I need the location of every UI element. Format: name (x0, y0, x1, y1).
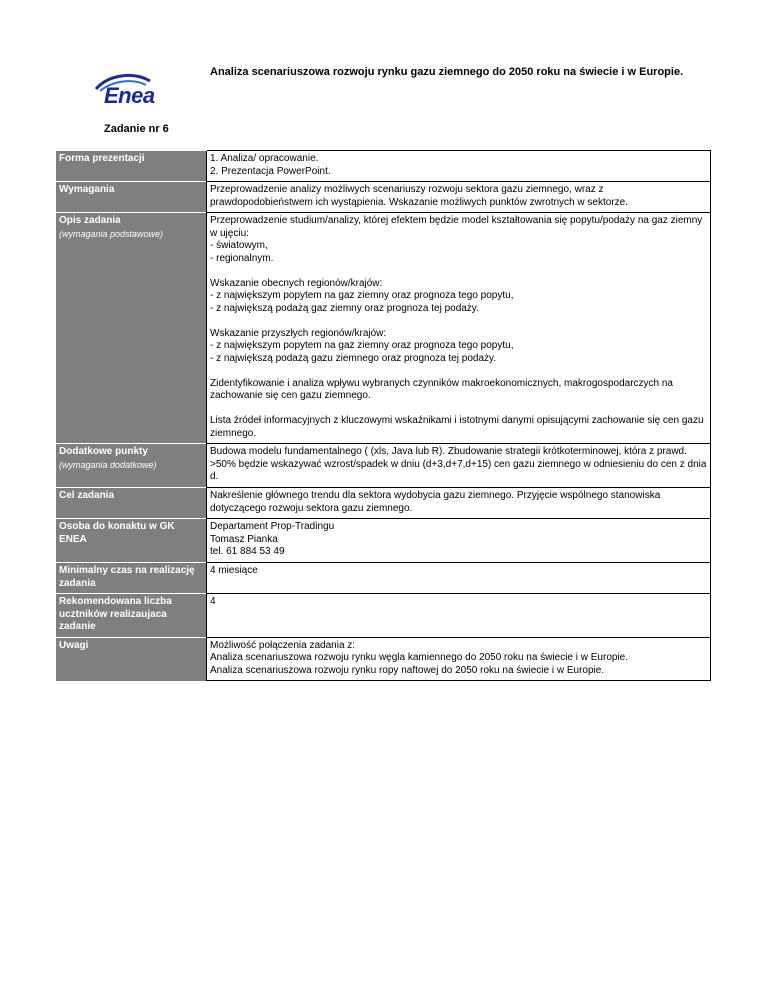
row-value: Przeprowadzenie studium/analizy, której efektem będzie model kształtowania się popytu/podaży na gaz ziemny w ujęciu: - światowym, - regionalnym. Wskazanie obecnych regionów/krajów: - z największym popytem na gaz ziemny oraz prognoza tego popytu, - z największą podażą gaz ziemny oraz prognoza tej podaży. Wskazanie przyszłych regionów/krajów: - z największym popytem na gaz ziemny oraz prognoza tego popytu, - z największą podażą gazu ziemnego oraz prognoza tej podaży. Zidentyfikowanie i analiza wpływu wybranych czynników makroekonomicznych, makrogospodarczych na zachowanie się cen gazu ziemnego. Lista źródeł informacyjnych z kluczowymi wskaźnikami i istotnymi danymi opisującymi zachowanie się cen gazu ziemnego. (207, 213, 711, 444)
table-row (56, 519, 711, 563)
row-value: Budowa modelu fundamentalnego ( (xls, Java lub R). Zbudowanie strategii krótkoterminowej, która z prawd. >50% będzie wskazywać wzrost/spadek w dniu (d+3,d+7,d+15) cen gazu ziemnego w odniesieniu do cen z dnia d. (207, 444, 711, 488)
row-label-cell (56, 637, 207, 681)
enea-logo (88, 73, 178, 107)
row-label-cell (56, 182, 207, 213)
row-label: Dodatkowe punkty (59, 446, 148, 457)
task-table (56, 150, 711, 681)
table-row (56, 151, 711, 182)
row-label-cell (56, 213, 207, 444)
row-label: Uwagi (59, 639, 89, 651)
row-label: Rekomendowana liczba ucztników realizaujaca zadanie (59, 596, 172, 632)
logo-text: Enea (104, 83, 155, 108)
row-sublabel: (wymagania dodatkowe) (59, 459, 157, 470)
table-row (56, 444, 711, 488)
row-value: 4 (207, 594, 711, 638)
row-label: Forma prezentacji (59, 153, 145, 164)
table-row (56, 563, 711, 594)
row-label-cell (56, 488, 207, 519)
row-label: Osoba do konaktu w GK ENEA (59, 521, 175, 545)
row-label-cell (56, 594, 207, 638)
row-value: Nakreślenie głównego trendu dla sektora wydobycia gazu ziemnego. Przyjęcie wspólnego stanowiska dotyczącego rozwoju sektora gazu ziemnego. (207, 488, 711, 519)
document-title: Analiza scenariuszowa rozwoju rynku gazu ziemnego do 2050 roku na świecie i w Europie. (210, 66, 684, 78)
row-value: Przeprowadzenie analizy możliwych scenariuszy rozwoju sektora gazu ziemnego, wraz z prawdopodobieństwem ich wystąpienia. Wskazanie możliwych punktów zwrotnych w sektorze. (207, 182, 711, 213)
row-label-cell (56, 519, 207, 563)
row-label-cell (56, 151, 207, 182)
table-row (56, 182, 711, 213)
row-value: 1. Analiza/ opracowanie. 2. Prezentacja PowerPoint. (207, 151, 711, 182)
row-label-cell (56, 444, 207, 488)
row-sublabel: (wymagania podstawowe) (59, 228, 164, 239)
table-row (56, 488, 711, 519)
table-row (56, 594, 711, 638)
row-value: Możliwość połączenia zadania z: Analiza scenariuszowa rozwoju rynku węgla kamiennego do 2050 roku na świecie i w Europie. Analiza scenariuszowa rozwoju rynku ropy naftowej do 2050 roku na świecie i w Europie. (207, 637, 711, 681)
row-label: Opis zadania (59, 215, 121, 226)
table-row (56, 637, 711, 681)
table-row (56, 213, 711, 444)
row-label-cell (56, 563, 207, 594)
row-label: Minimalny czas na realizację zadania (59, 565, 195, 589)
task-number: Zadanie nr 6 (104, 123, 169, 135)
row-label: Cel zadania (59, 490, 115, 501)
row-value: Departament Prop-Tradingu Tomasz Pianka tel. 61 884 53 49 (207, 519, 711, 563)
row-label: Wymagania (59, 184, 115, 195)
row-value: 4 miesiące (207, 563, 711, 594)
